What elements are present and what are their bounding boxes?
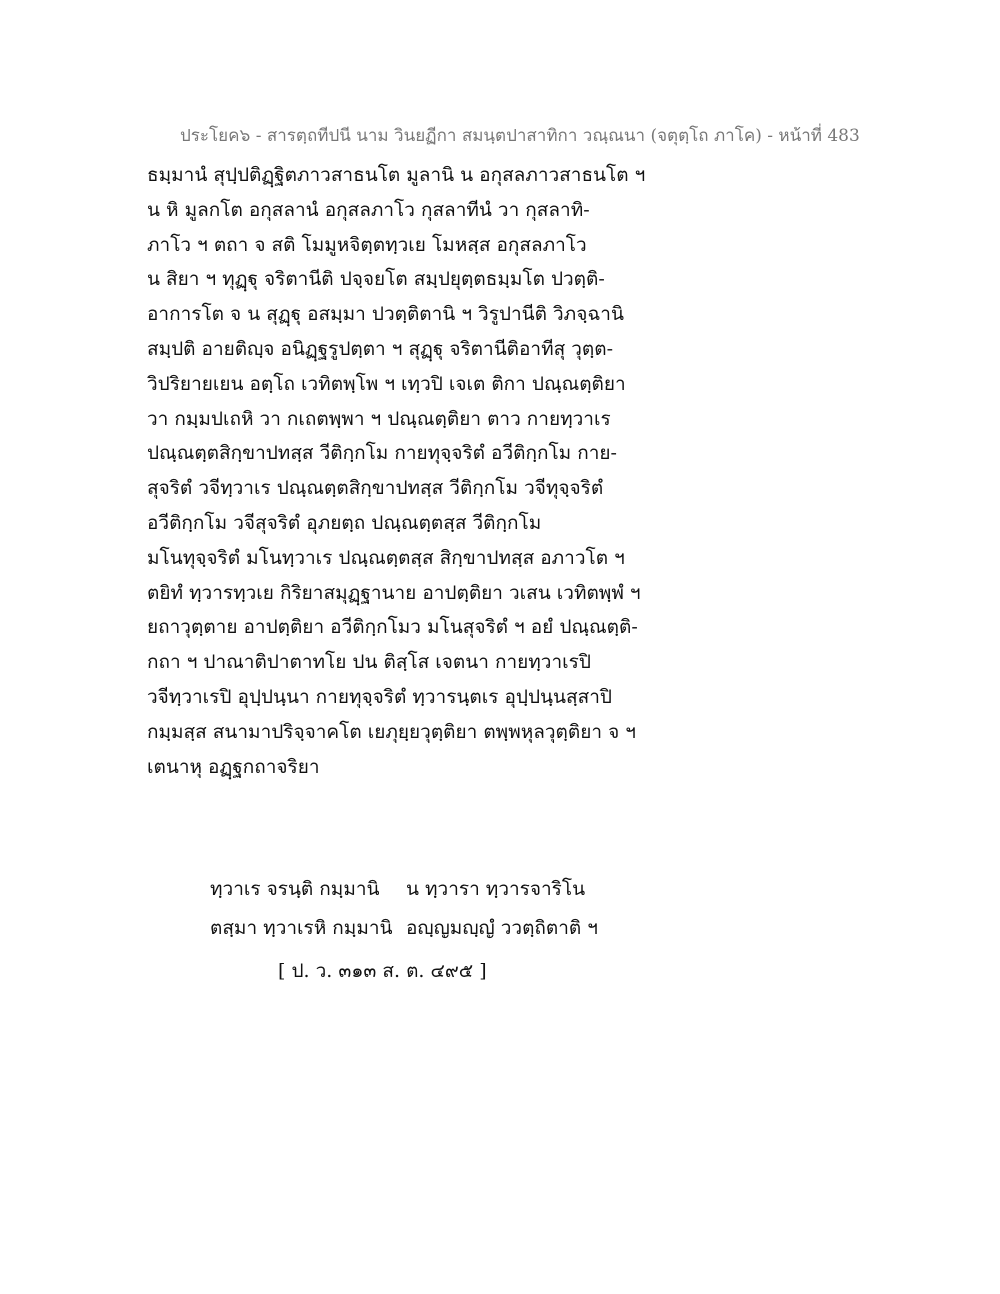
body-line: อวีติกฺกโม วจีสุจริตํ อุภยตฺถ ปณฺณตฺตสฺส วีติกฺกโม (147, 511, 542, 534)
body-line: สมฺปติ อายติญฺจ อนิฏฺฐรูปตฺตา ฯ สุฏฺฐุ จริตานีติอาทีสุ วุตฺต- (147, 337, 614, 360)
verse-line-2 (210, 911, 598, 945)
verse-line-2-first-half: ตสฺมา ทฺวาเรหิ กมฺมานิ (210, 917, 393, 939)
body-line: วจีทฺวาเรปิ อุปฺปนฺนา กายทุจฺจริตํ ทฺวารนฺตเร อุปฺปนฺนสฺสาปิ (147, 685, 612, 708)
body-line: กมฺมสฺส สนามาปริจฺจาคโต เยภุยฺยวุตฺติยา ตพฺพหุลวุตฺติยา จ ฯ (147, 720, 636, 743)
body-line: วา กมฺมปเถหิ วา กเถตพฺพา ฯ ปณฺณตฺติยา ตาว กายทฺวาเร (147, 407, 611, 430)
verse-line-1-first-half: ทฺวาเร จรนฺติ กมฺมานิ (210, 878, 380, 900)
running-head: ประโยค๖ - สารตฺถทีปนี นาม วินยฏีกา สมนฺตปาสาทิกา วณฺณนา (จตุตฺโถ ภาโค) - หน้าที่ 483 (180, 126, 860, 146)
body-line: ตยิทํ ทฺวารทฺวเย กิริยาสมุฏฺฐานาย อาปตฺติยา วเสน เวทิตพฺพํ ฯ (147, 581, 641, 604)
body-line: น สิยา ฯ ทุฏฺฐุ จริตานีติ ปจฺจยโต สมฺปยุตฺตธมฺมโต ปวตฺติ- (147, 268, 605, 291)
verse-line-1 (210, 872, 585, 906)
body-line: ภาโว ฯ ตถา จ สติ โมมูหจิตฺตทฺวเย โมหสฺส อกุสลภาโว (147, 233, 587, 256)
body-line: วิปริยายเยน อตฺโถ เวทิตพฺโพ ฯ เทฺวปิ เจเต ติกา ปณฺณตฺติยา (147, 372, 626, 395)
body-line: ปณฺณตฺตสิกฺขาปทสฺส วีติกฺกโม กายทุจฺจริตํ อวีติกฺกโม กาย- (147, 442, 617, 465)
body-line: อาการโต จ น สุฏฺฐุ อสมฺมา ปวตฺติตานิ ฯ วิรูปานีติ วิภจฺฉานิ (147, 303, 624, 326)
body-line: น หิ มูลกโต อกุสลานํ อกุสลภาโว กุสลาทีนํ วา กุสลาทิ- (147, 198, 590, 221)
body-line: ธมฺมานํ สุปฺปติฏฺฐิตภาวสาธนโต มูลานิ น อกุสลภาวสาธนโต ฯ (147, 164, 646, 186)
body-line: กถา ฯ ปาณาติปาตาทโย ปน ติสฺโส เจตนา กายทฺวาเรปิ (147, 651, 591, 674)
body-line: สุจริตํ วจีทฺวาเร ปณฺณตฺตสิกฺขาปทสฺส วีติกฺกโม วจีทุจฺจริตํ (147, 477, 604, 500)
citation: [ ป. ว. ๓๑๓ ส. ต. ๔๙๕ ] (278, 960, 487, 982)
body-line: เตนาหุ อฏฺฐกถาจริยา (147, 755, 320, 778)
verse-line-2-second-half: อญฺญมญฺญํ ววตฺถิตาติ ฯ (406, 917, 598, 939)
body-text (147, 158, 847, 784)
verse-line-1-second-half: น ทฺวารา ทฺวารจาริโน (406, 878, 586, 900)
body-line: มโนทุจฺจริตํ มโนทฺวาเร ปณฺณตฺตสฺส สิกฺขาปทสฺส อภาวโต ฯ (147, 546, 625, 569)
body-line: ยถาวุตฺตาย อาปตฺติยา อวีติกฺกโมว มโนสุจริตํ ฯ อยํ ปณฺณตฺติ- (147, 616, 638, 639)
